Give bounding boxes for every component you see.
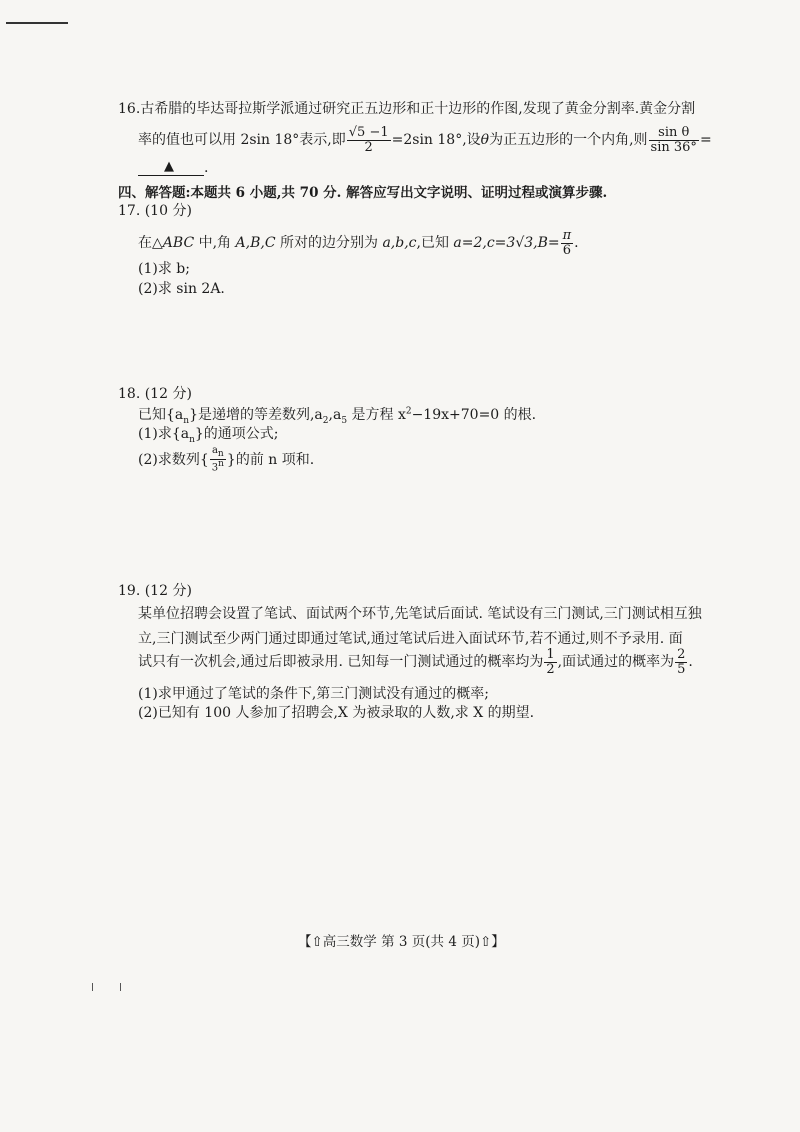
triangle-icon: ▲ — [164, 159, 174, 174]
q19-line3-a: 试只有一次机会,通过后即被录用. 已知每一门测试通过的概率均为 — [138, 654, 544, 671]
q16-line2 — [138, 126, 712, 154]
q16-theta: θ — [480, 132, 490, 149]
q16-text-line1: 古希腊的毕达哥拉斯学派通过研究正五边形和正十边形的作图,发现了黄金分割率.黄金分割 — [140, 101, 696, 117]
q18-part1-sub: n — [189, 434, 195, 445]
q17-part2: (2)求 sin 2A. — [138, 281, 225, 297]
q17-stem-d: ,已知 — [416, 235, 454, 252]
q16-frac2-num: sin θ — [649, 126, 699, 141]
q19-line3-c: . — [688, 654, 693, 671]
q17-header: 17. (10 分) — [118, 203, 192, 219]
q18-sup-2: 2 — [405, 406, 412, 417]
q19-header: 19. (12 分) — [118, 583, 192, 599]
q18-stem-c: ,a — [328, 407, 342, 423]
q18-frac-num-a: a — [211, 445, 218, 456]
q18-part1 — [138, 423, 279, 445]
q17-frac-den: 6 — [562, 242, 572, 258]
q18-part1-b: }的通项公式; — [194, 426, 279, 442]
q18-stem-e: −19x+70=0 的根. — [411, 407, 537, 423]
q16-frac1-num: √5 −1 — [348, 125, 389, 140]
q19-part1: (1)求甲通过了笔试的条件下,第三门测试没有通过的概率; — [138, 686, 489, 702]
q17-stem — [138, 229, 579, 257]
q16-text-d: = — [699, 132, 712, 149]
q18-frac-den-sup: n — [218, 459, 224, 470]
q19-frac2-num: 2 — [677, 647, 686, 662]
q18-part2-a: (2)求数列{ — [138, 452, 209, 469]
q16-period: . — [204, 160, 209, 176]
q16-fraction-sine — [649, 126, 699, 154]
q16-frac1-den: 2 — [364, 139, 373, 155]
scan-mark-left — [92, 983, 93, 991]
q18-frac-num — [210, 446, 226, 460]
q19-frac1-den: 2 — [546, 661, 555, 677]
q19-fraction-interview — [675, 648, 687, 676]
q17-stem-b: 中,角 — [194, 235, 236, 252]
q16-answer-line — [138, 160, 208, 176]
q17-sides: a,b,c — [382, 235, 417, 252]
q18-part1-a: (1)求{a — [138, 426, 190, 442]
q19-line1: 某单位招聘会设置了笔试、面试两个环节,先笔试后面试. 笔试设有三门测试,三门测试相互独 — [138, 606, 702, 622]
q19-part2: (2)已知有 100 人参加了招聘会,X 为被录取的人数,求 X 的期望. — [138, 705, 535, 721]
q19-line3-b: ,面试通过的概率为 — [557, 654, 675, 671]
q17-angles: A,B,C — [235, 235, 276, 252]
q17-stem-a: 在△ — [138, 235, 163, 252]
q17-stem-end: . — [574, 235, 579, 252]
q17-condition: a=2,c=3√3,B= — [453, 235, 560, 252]
q18-part2-b: }的前 n 项和. — [226, 452, 315, 469]
q16-line1 — [118, 98, 695, 118]
q16-text-c: 为正五边形的一个内角,则 — [489, 132, 648, 149]
q18-stem-b: }是递增的等差数列,a — [189, 407, 323, 423]
q18-stem-d: 是方程 x — [347, 407, 406, 423]
q16-answer-blank[interactable] — [138, 161, 204, 176]
q19-frac2-den: 5 — [677, 661, 686, 677]
q17-part1: (1)求 b; — [138, 261, 190, 277]
page-footer: 【⇧高三数学 第 3 页(共 4 页)⇧】 — [298, 934, 505, 950]
q18-stem-a: 已知{a — [138, 407, 184, 423]
q17-triangle-name: ABC — [162, 235, 195, 252]
section-heading: 四、解答题:本题共 6 小题,共 70 分. 解答应写出文字说明、证明过程或演算步骤. — [118, 185, 608, 201]
q16-frac2-den: sin 36° — [650, 139, 697, 155]
q19-line2: 立,三门测试至少两门通过即通过笔试,通过笔试后进入面试环节,若不通过,则不予录用. 面 — [138, 631, 683, 647]
q18-sub-n: n — [183, 415, 190, 426]
q16-text-a: 率的值也可以用 2sin 18°表示,即 — [138, 132, 346, 149]
q18-frac-num-sub: n — [217, 449, 224, 459]
q18-header: 18. (12 分) — [118, 386, 192, 402]
q17-fraction-pi — [561, 229, 574, 257]
q16-fraction-golden — [347, 126, 391, 154]
q18-part2 — [138, 446, 314, 474]
q18-fraction-seq — [210, 446, 226, 474]
q18-sub-5: 5 — [341, 415, 348, 426]
q19-frac1-num: 1 — [546, 647, 555, 662]
scan-mark-right — [120, 983, 121, 991]
q18-frac-den — [210, 460, 226, 474]
corner-scan-line — [6, 22, 68, 24]
q16-number: 16. — [118, 101, 141, 117]
q18-sub-2: 2 — [322, 415, 329, 426]
q17-frac-num: π — [562, 228, 572, 243]
q18-frac-den-3: 3 — [211, 462, 219, 474]
q19-fraction-test — [544, 648, 556, 676]
q19-line3 — [138, 648, 693, 676]
q16-text-b: =2sin 18°,设 — [391, 132, 481, 149]
q17-stem-c: 所对的边分别为 — [275, 235, 383, 252]
